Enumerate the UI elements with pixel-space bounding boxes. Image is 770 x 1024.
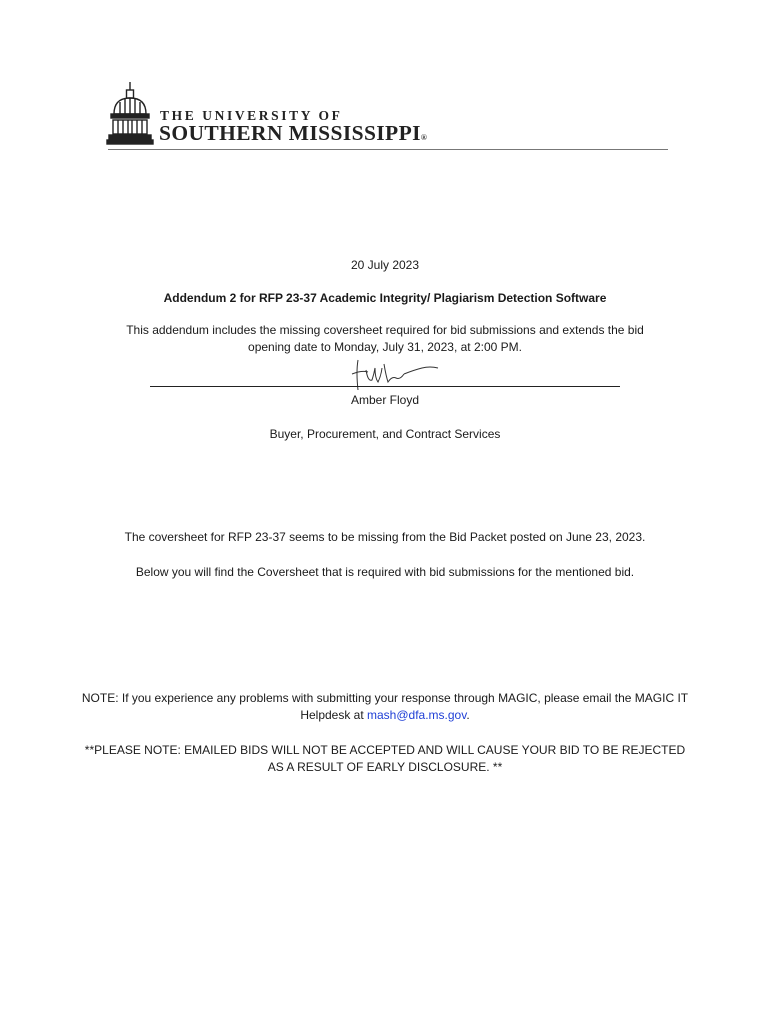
signature-line: [150, 386, 620, 387]
note-text: NOTE: If you experience any problems with submitting your response through MAGIC, please email the MAGIC IT Helpdesk at: [81, 691, 689, 722]
signer-title: Buyer, Procurement, and Contract Services: [269, 427, 501, 441]
university-name-text: SOUTHERN MISSISSIPPI: [159, 121, 421, 145]
emailed-bids-warning: **PLEASE NOTE: EMAILED BIDS WILL NOT BE ACCEPTED AND WILL CAUSE YOUR BID TO BE REJECTED AS A RESULT OF EARLY DISCLOSURE. **: [84, 743, 686, 774]
handwritten-signature: [344, 356, 444, 396]
intro-paragraph: This addendum includes the missing coversheet required for bid submissions and extends the bid opening date to Monday, July 31, 2023, at 2:00 PM.: [126, 323, 644, 354]
registered-mark: ®: [420, 133, 427, 142]
document-date: 20 July 2023: [350, 258, 420, 272]
magic-note: [80, 690, 690, 724]
note-suffix: .: [466, 708, 470, 722]
helpdesk-email-link[interactable]: mash@dfa.ms.gov: [367, 708, 467, 722]
letterhead-rule: [108, 149, 668, 150]
university-name-line1: THE UNIVERSITY OF: [160, 108, 343, 123]
university-name-line2: [159, 121, 427, 146]
signer-name: Amber Floyd: [350, 393, 420, 407]
document-title: Addendum 2 for RFP 23-37 Academic Integrity/ Plagiarism Detection Software: [163, 291, 607, 305]
coversheet-missing-text: The coversheet for RFP 23-37 seems to be missing from the Bid Packet posted on June 23, 2023.: [124, 530, 646, 544]
coversheet-below-text: Below you will find the Coversheet that is required with bid submissions for the mentioned bid.: [135, 565, 635, 579]
university-dome-logo: [106, 80, 154, 146]
